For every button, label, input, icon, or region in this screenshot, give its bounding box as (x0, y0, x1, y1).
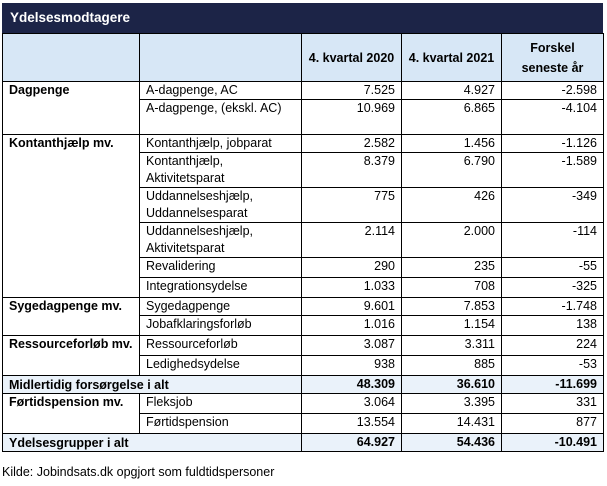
value-2021: 885 (402, 356, 502, 376)
total-label: Ydelsesgrupper i alt (3, 434, 302, 452)
value-2021: 3.395 (402, 394, 502, 414)
row-label: Uddannelseshjælp, Aktivitetsparat (140, 223, 302, 258)
value-2021: 2.000 (402, 223, 502, 258)
value-2020: 1.016 (302, 316, 402, 336)
table-row (3, 336, 604, 356)
header-row (3, 34, 604, 82)
subtotal-row (3, 376, 604, 394)
subtotal-2020: 48.309 (302, 376, 402, 394)
value-2021: 235 (402, 258, 502, 278)
table-row (3, 135, 604, 153)
total-2021: 54.436 (402, 434, 502, 452)
header-blank (3, 34, 140, 82)
subtotal-2021: 36.610 (402, 376, 502, 394)
value-2021: 3.311 (402, 336, 502, 356)
value-diff: -349 (502, 188, 604, 223)
value-diff: -4.104 (502, 100, 604, 135)
value-2020: 1.033 (302, 278, 402, 298)
table-title: Ydelsesmodtagere (2, 3, 603, 33)
value-2020: 938 (302, 356, 402, 376)
row-label: Uddannelseshjælp, Uddannelsesparat (140, 188, 302, 223)
value-2020: 290 (302, 258, 402, 278)
value-2021: 7.853 (402, 298, 502, 316)
row-label: Førtidspension (140, 414, 302, 434)
row-label: Integrationsydelse (140, 278, 302, 298)
header-blank-2 (140, 34, 302, 82)
value-2020: 10.969 (302, 100, 402, 135)
table-row (3, 82, 604, 100)
value-diff: -325 (502, 278, 604, 298)
value-2020: 9.601 (302, 298, 402, 316)
table-row (3, 298, 604, 316)
group-label: Ressourceforløb mv. (3, 336, 140, 376)
header-q4-2020: 4. kvartal 2020 (302, 34, 402, 82)
source-note: Kilde: Jobindsats.dk opgjort som fuldtidspersoner (2, 465, 275, 479)
value-2021: 6.790 (402, 153, 502, 188)
value-2020: 775 (302, 188, 402, 223)
value-2021: 708 (402, 278, 502, 298)
value-diff: 877 (502, 414, 604, 434)
value-diff: -1.589 (502, 153, 604, 188)
total-2020: 64.927 (302, 434, 402, 452)
header-difference: Forskel seneste år (502, 34, 604, 82)
benefit-recipients-table (2, 33, 604, 452)
header-q4-2021: 4. kvartal 2021 (402, 34, 502, 82)
value-2020: 2.582 (302, 135, 402, 153)
subtotal-diff: -11.699 (502, 376, 604, 394)
value-2021: 1.154 (402, 316, 502, 336)
value-2020: 3.064 (302, 394, 402, 414)
value-2021: 426 (402, 188, 502, 223)
row-label: Sygedagpenge (140, 298, 302, 316)
value-2020: 13.554 (302, 414, 402, 434)
group-label: Kontanthjælp mv. (3, 135, 140, 298)
subtotal-label: Midlertidig forsørgelse i alt (3, 376, 302, 394)
group-label: Dagpenge (3, 82, 140, 135)
value-diff: -2.598 (502, 82, 604, 100)
value-diff: -55 (502, 258, 604, 278)
value-2020: 2.114 (302, 223, 402, 258)
total-diff: -10.491 (502, 434, 604, 452)
row-label: Ledighedsydelse (140, 356, 302, 376)
group-label: Førtidspension mv. (3, 394, 140, 434)
value-diff: 224 (502, 336, 604, 356)
total-row (3, 434, 604, 452)
row-label: Revalidering (140, 258, 302, 278)
value-2021: 1.456 (402, 135, 502, 153)
row-label: Fleksjob (140, 394, 302, 414)
value-2020: 3.087 (302, 336, 402, 356)
row-label: Kontanthjælp, Aktivitetsparat (140, 153, 302, 188)
value-2021: 6.865 (402, 100, 502, 135)
value-diff: 331 (502, 394, 604, 414)
value-2021: 14.431 (402, 414, 502, 434)
value-diff: -1.126 (502, 135, 604, 153)
value-diff: -1.748 (502, 298, 604, 316)
value-diff: -53 (502, 356, 604, 376)
value-2020: 8.379 (302, 153, 402, 188)
row-label: Jobafklaringsforløb (140, 316, 302, 336)
row-label: A-dagpenge, (ekskl. AC) (140, 100, 302, 135)
group-label: Sygedagpenge mv. (3, 298, 140, 336)
row-label: Kontanthjælp, jobparat (140, 135, 302, 153)
row-label: Ressourceforløb (140, 336, 302, 356)
table-row (3, 394, 604, 414)
row-label: A-dagpenge, AC (140, 82, 302, 100)
value-diff: 138 (502, 316, 604, 336)
value-diff: -114 (502, 223, 604, 258)
value-2021: 4.927 (402, 82, 502, 100)
value-2020: 7.525 (302, 82, 402, 100)
